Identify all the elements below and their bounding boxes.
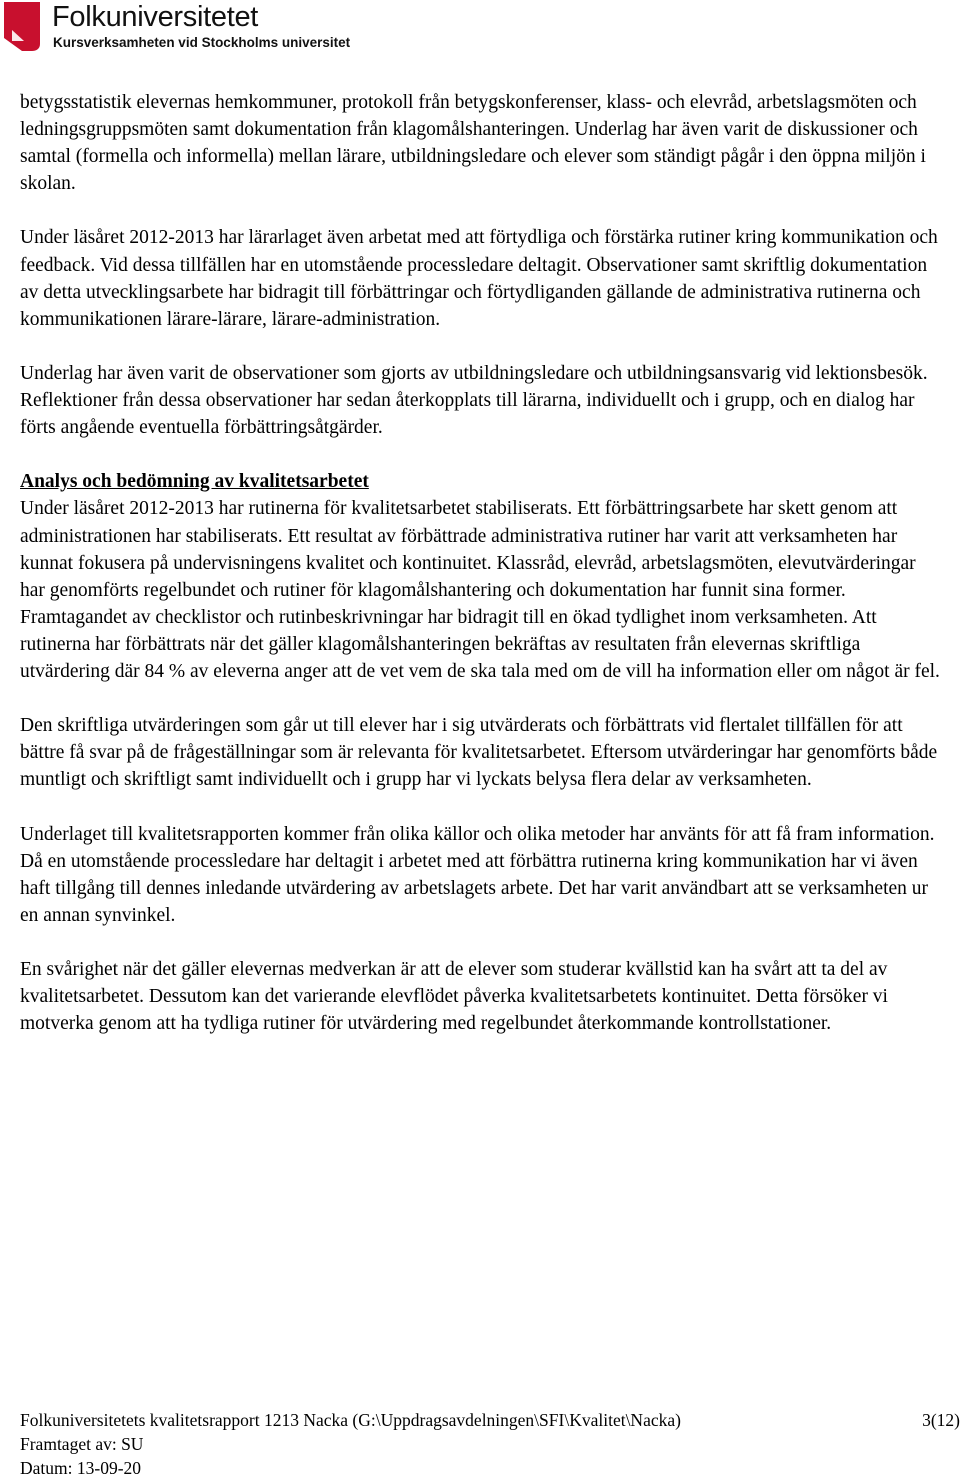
document-body xyxy=(20,89,940,1064)
paragraph-observations: Underlag har även varit de observationer som gjorts av utbildningsledare och utbildningsansvarig vid lektionsbesök. Reflektioner från dessa observationer har sedan återkopplats till lärarna, individuellt och i grupp, och en dialog har förts angående eventuella förbättringsåtgärder. xyxy=(20,362,928,439)
document-header xyxy=(0,0,400,56)
footer-date: Datum: 13-09-20 xyxy=(20,1458,142,1478)
section-heading-analysis: Analys och bedömning av kvalitetsarbetet xyxy=(20,471,369,493)
page-number: 3(12) xyxy=(922,1410,960,1430)
paragraph-underlag-sources: betygsstatistik elevernas hemkommuner, protokoll från betygskonferenser, klass- och elevråd, arbetslagsmöten och ledningsgruppsmöten samt dokumentation från klagomålshanteringen. Underlag har även varit de diskussioner och samtal (formella och informella) mellan lärare, utbildningsledare och elever som ständigt pågår i den öppna miljön i skolan. xyxy=(20,92,926,195)
brand-name: Folkuniversitetet xyxy=(52,1,259,33)
paragraph-analysis: Under läsåret 2012-2013 har rutinerna för kvalitetsarbetet stabiliserats. Ett förbättringsarbete har skett genom att administrationen har stabiliserats. Ett resultat av förbättrade administrativa rutiner har varit att verksamheten har kunnat fokusera på undervisningens kvalitet och kontinuitet. Klassråd, elevråd, arbetslagsmöten, elevutvärderingar har genomförts regelbundet och rutiner för klagomålshantering och dokumentation har funnit sina former. Framtagandet av checklistor och rutinbeskrivningar har bidragit till en ökad tydlighet inom verksamheten. Att rutinerna har förbättrats när det gäller klagomålshanteringen bekräftas av resultaten från elevernas skriftliga utvärdering där 84 % av eleverna anger att de vet vem de ska tala med om de vill ha information eller om något är fel. xyxy=(20,498,940,682)
paragraph-communication-feedback: Under läsåret 2012-2013 har lärarlaget även arbetat med att förtydliga och förstärka rutiner kring kommunikation och feedback. Vid dessa tillfällen har en utomstående processledare deltagit. Observationer samt skriftlig dokumentation av detta utvecklingsarbete har bidragit till förbättringar och förtydliganden gällande de administrativa rutinerna och kommunikationen lärare-lärare, lärare-administration. xyxy=(20,227,938,330)
paragraph-difficulties: En svårighet när det gäller elevernas medverkan är att de elever som studerar kvällstid kan ha svårt att ta del av kvalitetsarbetet. Dessutom kan det varierande elevflödet påverka kvalitetsarbetets kontinuitet. Detta försöker vi motverka genom att ha tydliga rutiner för utvärdering med regelbundet återkommande kontrollstationer. xyxy=(20,959,888,1035)
folkuniversitetet-logo-icon xyxy=(2,0,42,52)
brand-subtitle: Kursverksamheten vid Stockholms universitet xyxy=(53,35,351,50)
paragraph-report-sources: Underlaget till kvalitetsrapporten kommer från olika källor och olika metoder har använts för att få fram information. Då en utomstående processledare har deltagit i arbetet med att förbättra rutinerna kring kommunikation har vi även haft tillgång till dennes inledande utvärdering av arbetslagets arbete. Det har varit användbart att se verksamheten ur en annan synvinkel. xyxy=(20,823,935,926)
paragraph-written-evaluation: Den skriftliga utvärderingen som går ut till elever har i sig utvärderats och förbättrats vid flertalet tillfällen för att bättre få svar på de frågeställningar som är relevanta för kvalitetsarbetet. Eftersom utvärderingar har genomförts både muntligt och skriftligt samt individuellt och i grupp har vi lyckats belysa flera delar av verksamheten. xyxy=(20,715,938,791)
footer-author: Framtaget av: SU xyxy=(20,1434,144,1454)
footer-report-path: Folkuniversitetets kvalitetsrapport 1213 Nacka (G:\Uppdragsavdelningen\SFI\Kvalitet\Nacka) xyxy=(20,1410,681,1430)
document-footer xyxy=(20,1408,960,1480)
